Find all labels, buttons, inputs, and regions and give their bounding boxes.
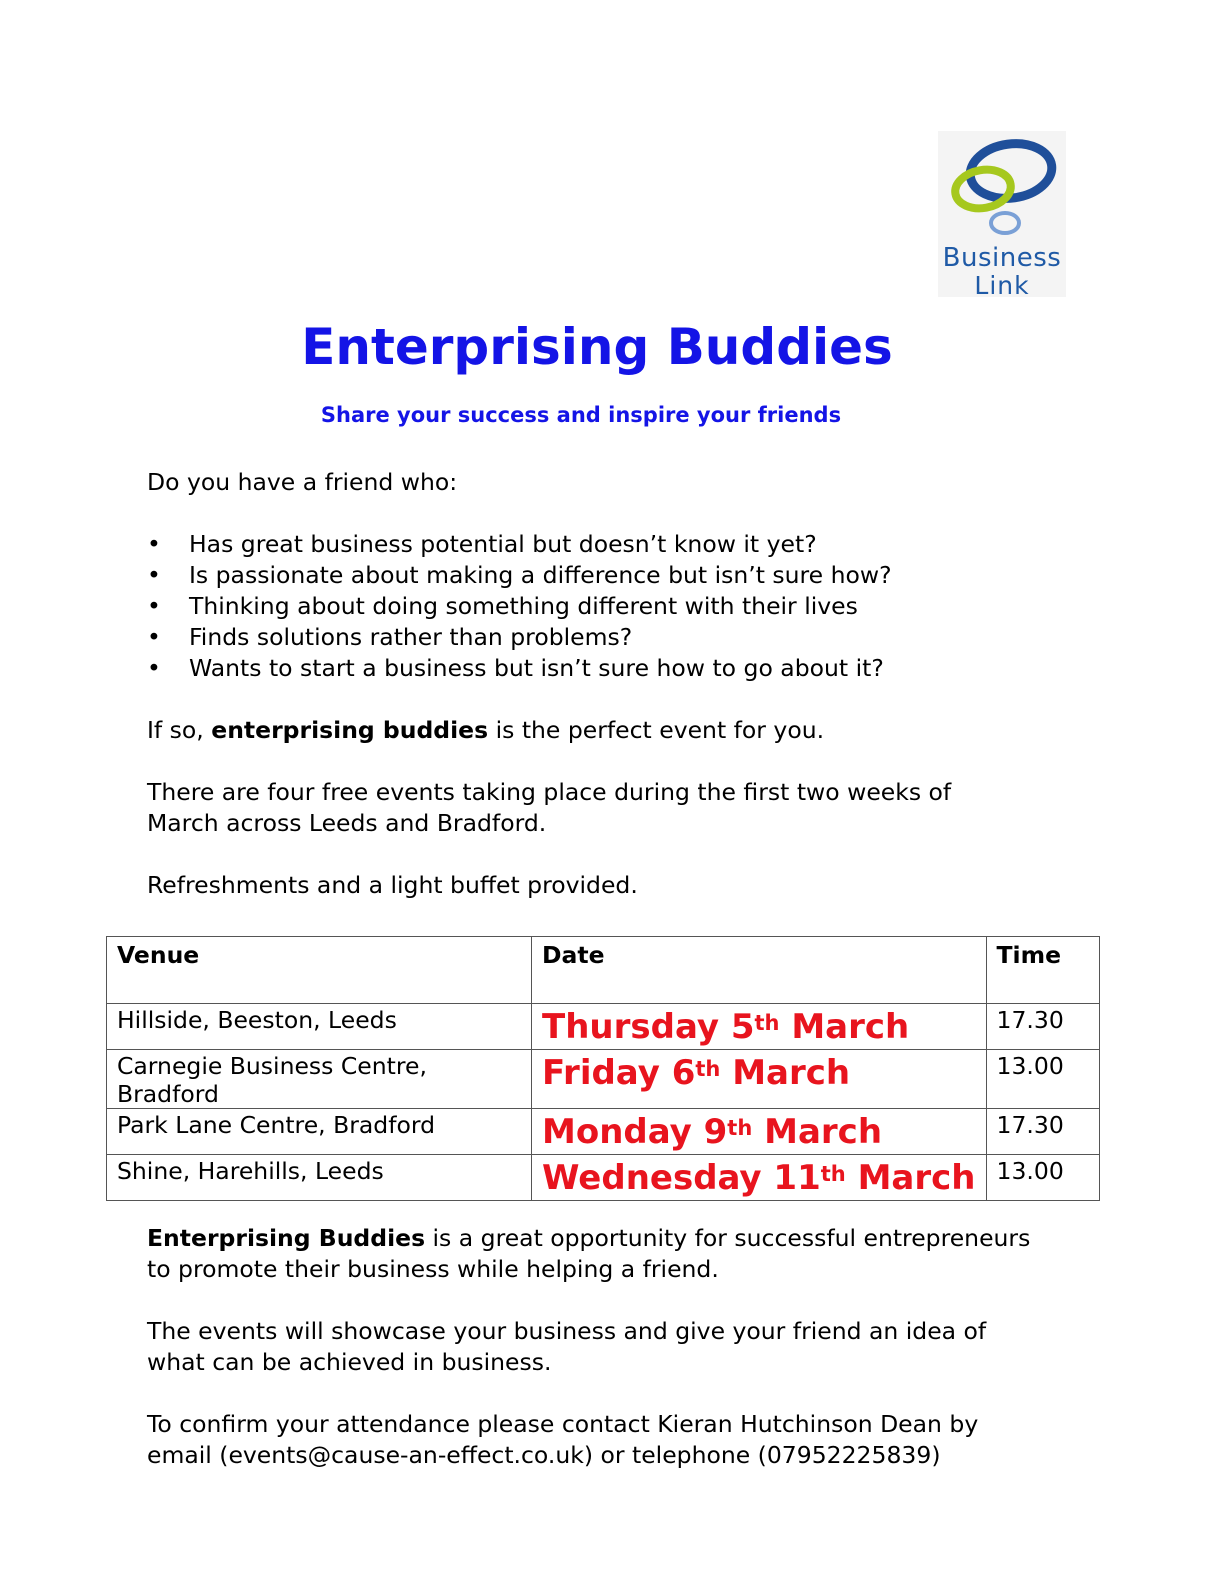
opportunity-text: is a great opportunity for successful entrepreneurs to promote their business while helping a friend. [147,1224,1031,1283]
ifso-paragraph [147,715,1067,746]
rings-logo-icon [938,131,1066,241]
date-suffix: th [695,1057,721,1081]
date-month: March [720,1053,851,1093]
page-subtitle: Share your success and inspire your friends [320,403,842,427]
list-item-text: Is passionate about making a difference but isn’t sure how? [189,561,892,589]
ifso-suffix: is the perfect event for you. [488,716,825,744]
date-day: Monday 9 [542,1112,728,1152]
bullet-icon: • [147,592,161,620]
date-month: March [845,1158,976,1198]
opportunity-paragraph [147,1223,1047,1285]
list-item [147,653,1067,684]
bullet-icon: • [147,654,161,682]
logo-text-business: Business [942,243,1062,273]
time-cell: 13.00 [986,1050,1100,1109]
intro-text: Do you have a friend who: [147,468,458,496]
date-suffix: th [820,1162,846,1186]
venue-cell: Carnegie Business Centre, Bradford [107,1050,532,1109]
business-link-logo [938,131,1066,300]
time-cell: 17.30 [986,1004,1100,1050]
bullet-icon: • [147,561,161,589]
date-suffix: th [754,1011,780,1035]
ifso-bold: enterprising buddies [211,716,489,744]
bullet-icon: • [147,623,161,651]
list-item [147,591,1067,622]
list-item-text: Thinking about doing something different with their lives [189,592,858,620]
list-item-text: Has great business potential but doesn’t know it yet? [189,530,817,558]
header-venue: Venue [107,937,532,1004]
events-paragraph: There are four free events taking place during the first two weeks of March across Leeds and Bradford. [147,778,952,837]
venue-cell: Shine, Harehills, Leeds [107,1155,532,1201]
date-cell [532,1155,987,1201]
ifso-prefix: If so, [147,716,212,744]
table-row [107,1004,1100,1050]
date-cell [532,1050,987,1109]
opportunity-bold: Enterprising Buddies [147,1224,426,1252]
date-month: March [752,1112,883,1152]
time-cell: 17.30 [986,1109,1100,1155]
venue-cell: Hillside, Beeston, Leeds [107,1004,532,1050]
date-suffix: th [727,1116,753,1140]
table-row [107,1050,1100,1109]
table-row [107,1109,1100,1155]
list-item [147,622,1067,653]
page-title: Enterprising Buddies [301,318,893,376]
list-item [147,529,1067,560]
table-row [107,1155,1100,1201]
logo-text-link: Link [974,271,1030,300]
list-item [147,560,1067,591]
bullet-list [147,529,1067,684]
bullet-icon: • [147,530,161,558]
date-month: March [779,1007,910,1047]
list-item-text: Wants to start a business but isn’t sure how to go about it? [189,654,884,682]
date-day: Thursday 5 [542,1007,755,1047]
date-day: Friday 6 [542,1053,696,1093]
table-header-row [107,937,1100,1004]
header-time: Time [986,937,1100,1004]
list-item-text: Finds solutions rather than problems? [189,623,633,651]
time-cell: 13.00 [986,1155,1100,1201]
events-table [106,936,1100,1201]
showcase-paragraph: The events will showcase your business and give your friend an idea of what can be achieved in business. [147,1317,987,1376]
contact-paragraph: To confirm your attendance please contact Kieran Hutchinson Dean by email (events@cause-an-effect.co.uk) or telephone (07952225839) [147,1410,979,1469]
date-cell [532,1109,987,1155]
date-cell [532,1004,987,1050]
venue-cell: Park Lane Centre, Bradford [107,1109,532,1155]
refreshments-paragraph: Refreshments and a light buffet provided. [147,871,638,899]
date-day: Wednesday 11 [542,1158,821,1198]
header-date: Date [532,937,987,1004]
